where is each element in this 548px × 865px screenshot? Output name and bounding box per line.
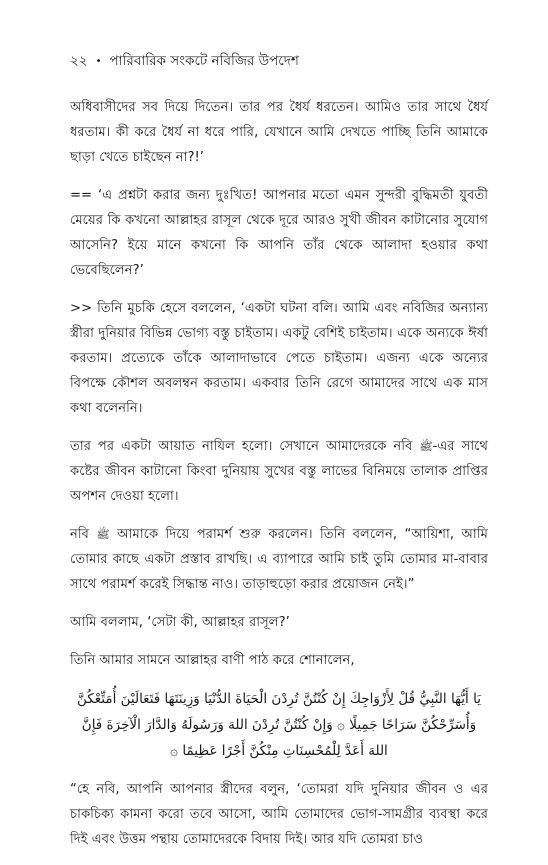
paragraph-5 xyxy=(70,522,488,597)
paragraph-1: অধিবাসীদের সব দিয়ে দিতেন। তার পর ধৈর্য ধরতেন। আমিও তার সাথে ধৈর্য ধরতাম। কী করে ধৈর্য না ধরে পারি, যেখানে আমি দেখতে পাচ্ছি তিনি আমাকে ছাড়া খেতে চাইছেন না?!’ xyxy=(70,100,488,165)
salawat-symbol: ﷺ xyxy=(419,440,433,453)
paragraph-5-part-2: আমাকে দিয়ে পরামর্শ শুরু করলেন। তিনি বললেন, “আয়িশা, আমি তোমার কাছে একটা প্রস্তাব রাখছি। এ ব্যাপারে আমি চাই তুমি তোমার মা-বাবার সাথে পরামর্শ করেই সিদ্ধান্ত নাও। তাড়াহুড়ো করার প্রয়োজন নেই।” xyxy=(70,527,488,592)
header-bullet: • xyxy=(95,56,102,67)
paragraph-3: >> তিনি মুচকি হেসে বললেন, ‘একটা ঘটনা বলি। আমি এবং নবিজির অন্যান্য স্ত্রীরা দুনিয়ার বিভিন্ন ভোগ্য বস্তু চাইতাম। একটু বেশিই চাইতাম। একে অন্যকে ঈর্ষা করতাম। প্রত্যেকে তাঁকে আলাদাভাবে পেতে চাইতাম। এজন্য একে অন্যের বিপক্ষে কৌশল অবলম্বন করতাম। একবার তিনি রেগে আমাদের সাথে এক মাস কথা বলেননি। xyxy=(70,301,488,416)
paragraph-4-part-1: তার পর একটা আয়াত নাযিল হলো। সেখানে আমাদেরকে নবি xyxy=(70,439,420,454)
arabic-verse: يَا أَيُّهَا النَّبِيُّ قُلْ لِأَزْوَاجِكَ إِنْ كُنْتُنَّ تُرِدْنَ الْحَيَاةَ الدُّنْيَا وَزِينَتَهَا فَتَعَالَيْنَ أُمَتِّعْكُنَّ وَأُسَرِّحْكُنَّ سَرَاحًا جَمِيلًا ۞ وَإِنْ كُنْتُنَّ تُرِدْنَ اللهَ وَرَسُولَهُ وَالدَّارَ الْآخِرَةَ فَإِنَّ اللهَ أَعَدَّ لِلْمُحْسِنَاتِ مِنْكُنَّ أَجْرًا عَظِيمًا ۞ xyxy=(77,691,481,759)
paragraph-4 xyxy=(70,434,488,509)
chapter-title: পারিবারিক সংকটে নবিজির উপদেশ xyxy=(109,53,299,69)
salawat-symbol: ﷺ xyxy=(96,528,110,541)
paragraph-7: তিনি আমার সামনে আল্লাহর বাণী পাঠ করে শোনালেন, xyxy=(70,653,355,668)
page-number: ২২ xyxy=(70,53,88,69)
paragraph-8: “হে নবি, আপনি আপনার স্ত্রীদের বলুন, ‘তোমরা যদি দুনিয়ার জীবন ও এর চাকচিক্য কামনা করো তবে আসো, আমি তোমাদের ভোগ-সামগ্রীর ব্যবস্থা করে দিই এবং উত্তম পন্থায় তোমাদেরকে বিদায় দিই। আর যদি তোমরা চাও xyxy=(70,782,488,847)
running-header xyxy=(70,50,490,73)
paragraph-6: আমি বললাম, ‘সেটা কী, আল্লাহর রাসূল?’ xyxy=(70,615,290,630)
paragraph-5-part-1: নবি xyxy=(70,527,97,542)
paragraph-4-part-2: -এর সাথে কষ্টের জীবন কাটানো কিংবা দুনিয়ায় সুখের বস্তু লাভের বিনিময়ে তালাক প্রাপ্তির অপশন দেওয়া হলো। xyxy=(70,439,488,504)
page-body xyxy=(70,95,488,865)
paragraph-2: == ‘এ প্রশ্নটা করার জন্য দুঃখিত! আপনার মতো এমন সুন্দরী বুদ্ধিমতী যুবতী মেয়ের কি কখনো আল্লাহর রাসূল থেকে দূরে আরও সুখী জীবন কাটানোর সুযোগ আসেনি? ইয়ে মানে কখনো কি আপনি তাঁর থেকে আলাদা হওয়ার কথা ভেবেছিলেন?’ xyxy=(70,188,488,278)
